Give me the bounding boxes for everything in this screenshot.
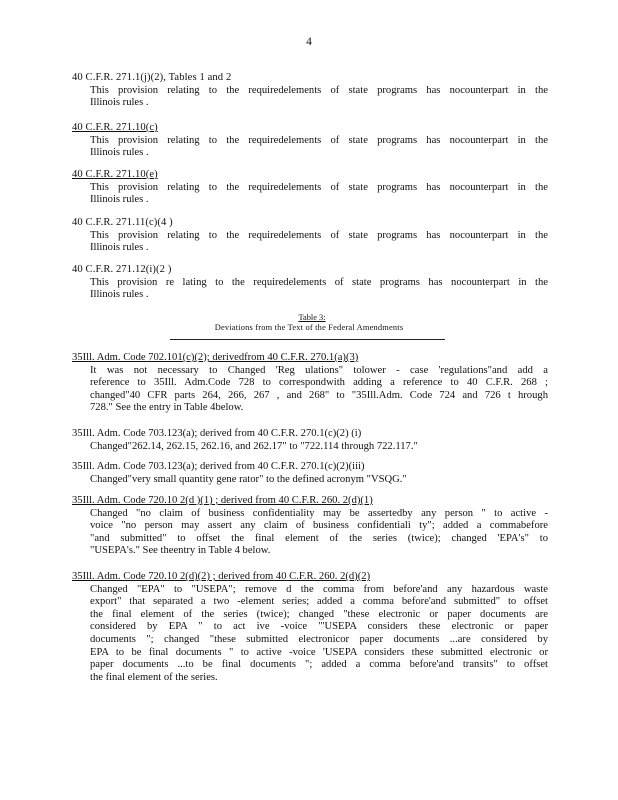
entry-line: reference to 35Ill. Adm.Code 728 to correspondwith adding a reference to 40 C.F.R. 268 ; <box>90 377 548 389</box>
deviation-entry <box>72 495 548 558</box>
entry-line: paper documents ...to be final documents "; added a comma before'and transits" to offset <box>90 659 548 671</box>
entry-line: This provision relating to the requiredelements of state programs has nocounterpart in the <box>90 134 548 146</box>
cfr-entry <box>72 122 548 160</box>
entry-body <box>90 584 548 685</box>
entry-heading: 40 C.F.R. 271.10(c) <box>72 122 158 133</box>
entry-line: documents "; changed "these submitted electronicor paper documents ...are considered by <box>90 633 548 645</box>
deviation-entry <box>72 352 548 415</box>
entry-line: Illinois rules . <box>90 289 149 301</box>
entry-line: Illinois rules . <box>90 242 149 254</box>
table-title <box>0 313 618 333</box>
entry-body <box>90 230 548 255</box>
deviation-entry <box>72 461 548 486</box>
entry-line: 728." See the entry in Table 4below. <box>90 402 244 414</box>
cfr-entry <box>72 217 548 255</box>
entry-line: changed"40 CFR parts 264, 266, 267 , and 268" to "35Ill.Adm. Code 724 and 726 t hrough <box>90 389 548 401</box>
entry-body <box>90 474 548 487</box>
entry-line: Changed "EPA" to "USEPA"; remove d the comma from before'and any hazardous waste <box>90 583 548 595</box>
entry-line: This provision re lating to the requiredelements of state programs has nocounterpart in the <box>90 276 548 288</box>
entry-line: considered by EPA " to act ive -voice "'USEPA considers these electronic or paper <box>90 621 548 633</box>
entry-line: export" that separated a two -element series; added a comma before'and submitted" to offset <box>90 596 548 608</box>
entry-heading: 35Ill. Adm. Code 720.10 2(d )(1) ; derived from 40 C.F.R. 260. 2(d)(1) <box>72 495 373 506</box>
entry-line: Changed "no claim of business confidentiality may be assertedby any person " to active - <box>90 507 548 519</box>
table-rule <box>170 339 445 340</box>
entry-line: Illinois rules . <box>90 97 149 109</box>
entry-line: "and submitted" to offset the final element of the series (twice); changed 'EPA's" to <box>90 532 548 544</box>
entry-line: Changed"262.14, 262.15, 262.16, and 262.17" to "722.114 through 722.117." <box>90 440 418 452</box>
entry-heading: 40 C.F.R. 271.1(j)(2), Tables 1 and 2 <box>72 72 232 83</box>
entry-heading: 40 C.F.R. 271.12(i)(2 ) <box>72 264 172 275</box>
cfr-entry <box>72 169 548 207</box>
deviation-entry <box>72 428 548 453</box>
cfr-entry <box>72 264 548 302</box>
entry-line: This provision relating to the requiredelements of state programs has nocounterpart in the <box>90 84 548 96</box>
entry-line: This provision relating to the requiredelements of state programs has nocounterpart in the <box>90 229 548 241</box>
table-label: Table 3: <box>298 313 326 322</box>
entry-body <box>90 508 548 558</box>
entry-heading: 35Ill. Adm. Code 720.10 2(d)(2) ; derived from 40 C.F.R. 260. 2(d)(2) <box>72 571 371 582</box>
entry-heading: 35Ill. Adm. Code 702.101(c)(2); derivedfrom 40 C.F.R. 270.1(a)(3) <box>72 352 359 363</box>
entry-body <box>90 135 548 160</box>
entry-line: Illinois rules . <box>90 147 149 159</box>
deviation-entry <box>72 571 548 684</box>
entry-body <box>90 85 548 110</box>
entry-line: "USEPA's." See theentry in Table 4 below. <box>90 545 271 557</box>
entry-line: Changed"very small quantity gene rator" to the defined acronym "VSQG." <box>90 473 407 485</box>
entry-line: It was not necessary to Changed 'Reg ulations" tolower - case 'regulations"and add a <box>90 364 548 376</box>
entry-heading: 35Ill. Adm. Code 703.123(a); derived from 40 C.F.R. 270.1(c)(2) (i) <box>72 428 362 439</box>
entry-heading: 35Ill. Adm. Code 703.123(a); derived from 40 C.F.R. 270.1(c)(2)(iii) <box>72 461 365 472</box>
entry-line: This provision relating to the requiredelements of state programs has nocounterpart in the <box>90 181 548 193</box>
entry-line: the final element of the series (twice); changed "these electronic or paper documents are <box>90 608 548 620</box>
table-caption: Deviations from the Text of the Federal Amendments <box>214 323 404 332</box>
page-number: 4 <box>306 36 312 48</box>
cfr-entry <box>72 72 548 110</box>
entry-heading: 40 C.F.R. 271.11(c)(4 ) <box>72 217 173 228</box>
entry-body <box>90 441 548 454</box>
entry-body <box>90 182 548 207</box>
entry-body <box>90 365 548 415</box>
entry-line: Illinois rules . <box>90 194 149 206</box>
entry-body <box>90 277 548 302</box>
entry-heading: 40 C.F.R. 271.10(e) <box>72 169 158 180</box>
entry-line: the final element of the series. <box>90 671 218 683</box>
entry-line: voice "no person may assert any claim of business confidentiali ty"; added a commabefore <box>90 520 548 532</box>
entry-line: EPA to be final documents " to active -voice 'USEPA considers these submitted electronic or <box>90 646 548 658</box>
